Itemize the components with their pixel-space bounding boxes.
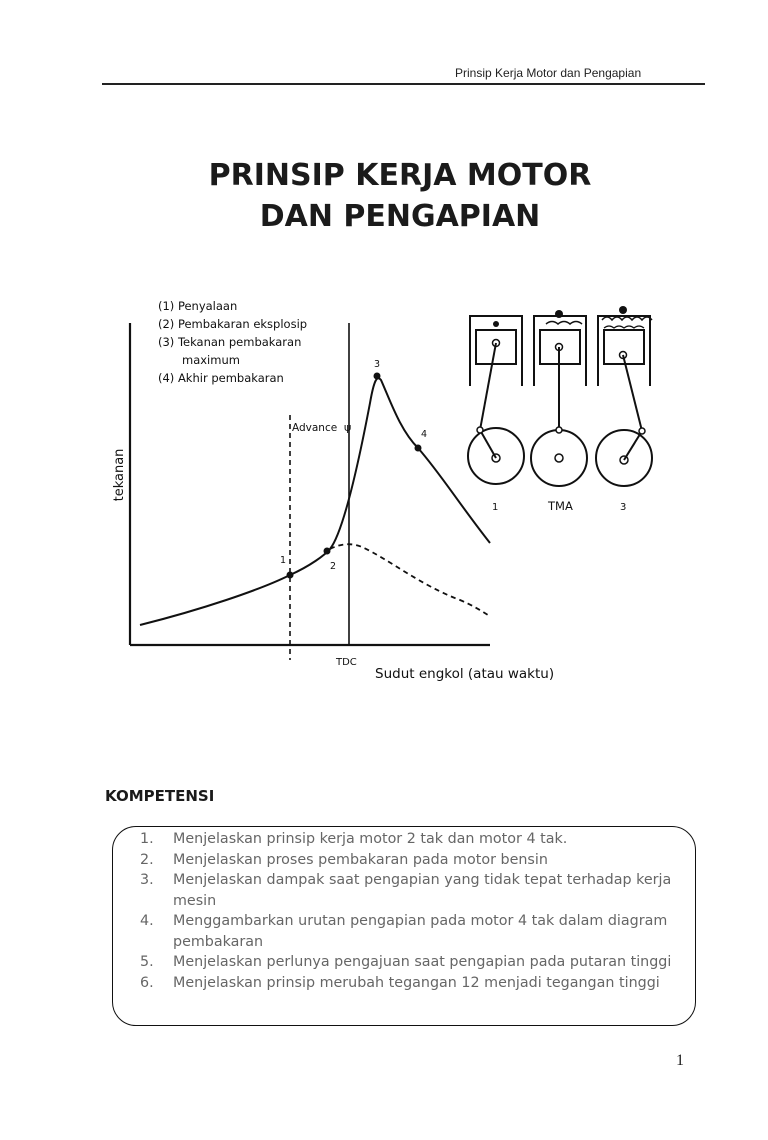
piston-ignition-diagram xyxy=(462,298,670,530)
legend-item-3: (3) Tekanan pembakaran xyxy=(158,335,302,349)
advance-label: Advance xyxy=(292,422,338,434)
y-axis-label: tekanan xyxy=(112,448,127,502)
page-title xyxy=(100,155,700,237)
list-item xyxy=(138,870,698,911)
list-item-text: Menggambarkan urutan pengapian pada motor 4 tak dalam diagram pembakaran xyxy=(173,913,668,950)
list-item-text: Menjelaskan perlunya pengajuan saat pengapian pada putaran tinggi xyxy=(173,954,672,970)
running-header: Prinsip Kerja Motor dan Pengapian xyxy=(455,66,642,80)
list-item-number: 5. xyxy=(140,954,154,970)
list-item-number: 1. xyxy=(140,831,154,847)
page-number: 1 xyxy=(676,1052,684,1069)
engine-3-illustration xyxy=(596,306,652,486)
engine-2-label: TMA xyxy=(548,499,573,513)
kompetensi-list xyxy=(138,829,698,993)
point-2-label: 2 xyxy=(330,561,337,572)
list-item-text: Menjelaskan proses pembakaran pada motor bensin xyxy=(173,851,548,868)
legend-item-3-cont: maximum xyxy=(182,353,240,367)
engine-1-label: 1 xyxy=(492,502,499,513)
legend-item-1: (1) Penyalaan xyxy=(158,299,238,313)
list-item xyxy=(138,952,698,973)
point-1-label: 1 xyxy=(280,555,287,566)
kompetensi-heading: KOMPETENSI xyxy=(105,787,215,805)
list-item xyxy=(138,850,698,871)
motoring-pressure-curve xyxy=(330,544,488,615)
list-item-number: 3. xyxy=(140,872,154,888)
list-item-text: Menjelaskan dampak saat pengapian yang tidak tepat terhadap kerja mesin xyxy=(173,872,672,909)
list-item xyxy=(138,829,698,850)
point-3-marker xyxy=(374,373,381,380)
point-4-label: 4 xyxy=(421,429,428,440)
engine-3-label: 3 xyxy=(620,502,627,513)
list-item-text: Menjelaskan prinsip merubah tegangan 12 menjadi tegangan tinggi xyxy=(173,974,660,991)
point-2-marker xyxy=(324,548,331,555)
list-item-number: 4. xyxy=(140,913,154,929)
list-item xyxy=(138,973,698,994)
list-item-number: 2. xyxy=(140,851,154,868)
point-4-marker xyxy=(415,445,422,452)
engine-2-illustration xyxy=(531,310,587,486)
header-rule xyxy=(102,83,705,85)
list-item xyxy=(138,911,698,952)
title-line-1: PRINSIP KERJA MOTOR xyxy=(208,158,592,193)
title-line-2: DAN PENGAPIAN xyxy=(259,199,541,234)
list-item-number: 6. xyxy=(140,974,154,991)
combustion-pressure-curve xyxy=(140,378,490,625)
engine-1-illustration xyxy=(468,316,524,484)
legend-item-2: (2) Pembakaran eksplosip xyxy=(158,317,308,331)
pressure-crank-angle-figure xyxy=(100,285,555,705)
list-item-text: Menjelaskan prinsip kerja motor 2 tak dan motor 4 tak. xyxy=(173,831,568,847)
advance-arrow-icon: ψ xyxy=(344,421,352,434)
x-axis-label: Sudut engkol (atau waktu) xyxy=(375,666,555,682)
legend-item-4: (4) Akhir pembakaran xyxy=(158,371,284,385)
point-1-marker xyxy=(287,572,294,579)
tdc-label: TDC xyxy=(336,657,357,668)
point-3-label: 3 xyxy=(374,359,381,370)
